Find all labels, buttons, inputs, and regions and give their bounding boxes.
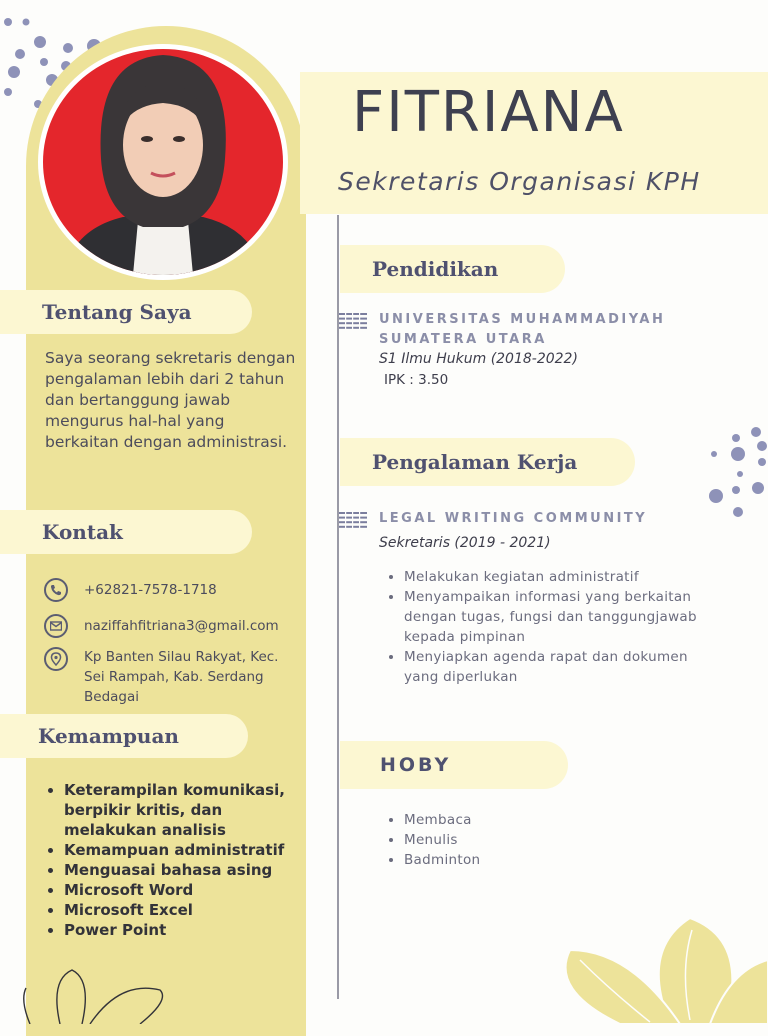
hobby-heading: HOBY: [340, 741, 568, 789]
decorative-dots-right: [706, 424, 768, 520]
decorative-leaf-outline: [20, 960, 210, 1024]
hobby-list: [386, 810, 604, 870]
contact-heading: Kontak: [0, 510, 252, 554]
list-item: • Badminton: [404, 850, 604, 870]
experience-duties: [386, 567, 714, 687]
education-degree: S1 Ilmu Hukum (2018-2022): [379, 351, 578, 367]
list-item: • Menyampaikan informasi yang berkaitan dengan tugas, fungsi dan tanggungjawab kepada pimpinan: [404, 587, 714, 647]
skills-list: [46, 780, 319, 940]
contact-email: [44, 614, 279, 638]
list-item: • Melakukan kegiatan administratif: [404, 567, 714, 587]
contact-email-text: naziffahfitriana3@gmail.com: [84, 618, 279, 634]
education-gpa: IPK : 3.50: [384, 372, 449, 388]
education-heading: Pendidikan: [340, 245, 565, 293]
education-school: UNIVERSITAS MUHAMMADIYAH SUMATERA UTARA: [379, 312, 666, 347]
list-item: • Menulis: [404, 830, 604, 850]
list-item: • Membaca: [404, 810, 604, 830]
about-text: Saya seorang sekretaris dengan pengalaman lebih dari 2 tahun dan bertanggung jawab mengurus hal-hal yang berkaitan dengan administrasi.: [45, 349, 296, 451]
list-item: • Power Point: [64, 920, 319, 940]
mail-icon: [44, 614, 68, 638]
experience-position: Sekretaris (2019 - 2021): [379, 535, 551, 551]
person-name: FITRIANA: [352, 80, 625, 145]
profile-photo: [38, 44, 288, 280]
phone-icon: [44, 578, 68, 602]
list-item: • Microsoft Word: [64, 880, 319, 900]
divider-line: [337, 215, 339, 999]
decorative-flower: [560, 910, 768, 1024]
experience-org: LEGAL WRITING COMMUNITY: [379, 511, 648, 526]
list-item: • Kemampuan administratif: [64, 840, 319, 860]
list-grid-icon: [339, 313, 367, 329]
person-role: Sekretaris Organisasi KPH: [338, 167, 701, 196]
experience-heading: Pengalaman Kerja: [340, 438, 635, 486]
list-grid-icon: [339, 512, 367, 528]
contact-phone-text: +62821-7578-1718: [84, 582, 217, 598]
contact-address-text: Kp Banten Silau Rakyat, Kec. Sei Rampah, Kab. Serdang Bedagai: [84, 649, 279, 705]
skills-heading: Kemampuan: [0, 714, 248, 758]
contact-address: [44, 647, 294, 707]
list-item: • Microsoft Excel: [64, 900, 319, 920]
list-item: • Keterampilan komunikasi, berpikir kritis, dan melakukan analisis: [64, 780, 319, 840]
list-item: • Menyiapkan agenda rapat dan dokumen yang diperlukan: [404, 647, 714, 687]
about-heading: Tentang Saya: [0, 290, 252, 334]
location-icon: [44, 647, 68, 671]
list-item: • Menguasai bahasa asing: [64, 860, 319, 880]
contact-phone: [44, 578, 217, 602]
